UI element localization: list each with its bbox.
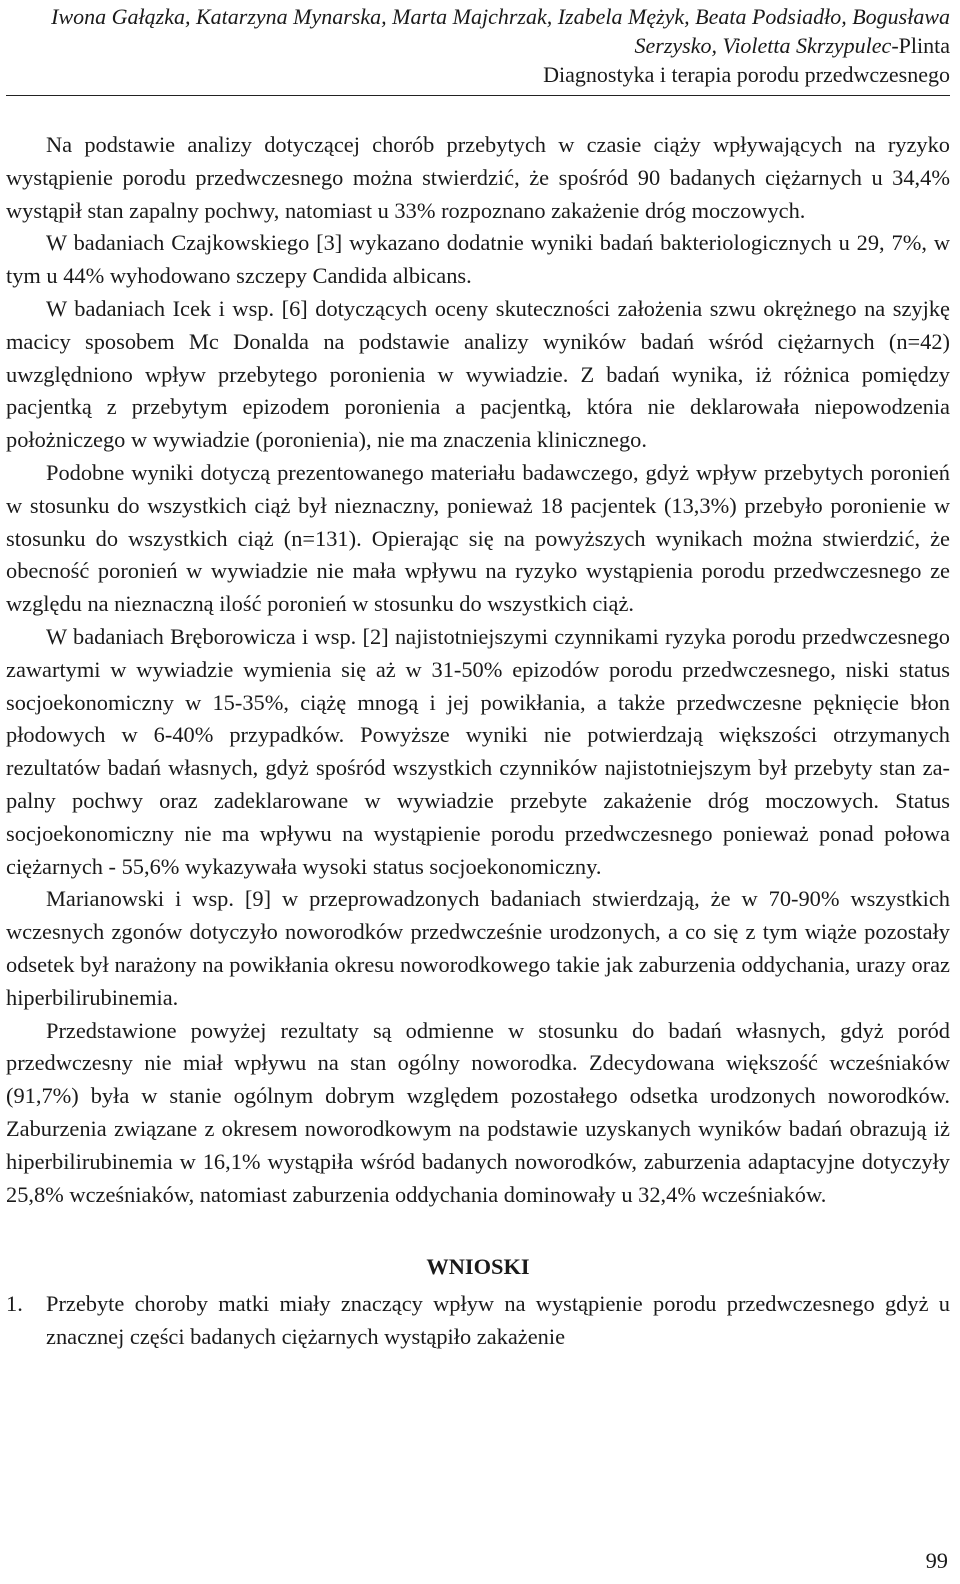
page-number: 99 xyxy=(925,1548,948,1573)
authors-suffix: -Plinta xyxy=(891,33,950,58)
header-divider xyxy=(6,95,950,96)
list-item-number: 1. xyxy=(6,1291,23,1317)
authors: Iwona Gałązka, Katarzyna Mynarska, Marta Majchrzak, Izabela Mężyk, Beata Podsiadło, Bogusława Serzysko, Violetta Skrzypulec xyxy=(51,4,950,58)
running-header xyxy=(6,0,950,89)
body-text xyxy=(6,129,950,1211)
authors-line xyxy=(6,2,950,60)
list-item-text: Przebyte choroby matki miały znaczący wpływ na wystąpienie porodu przedwczesnego gdyż u znacznej części badanych ciężarnych wystąpiło zakażenie xyxy=(46,1291,950,1349)
paragraph: W badaniach Czajkowskiego [3] wykazano dodatnie wyniki badań bakteriologicznych u 29, 7%, w tym u 44% wyhodowano szczepy Candida albicans. xyxy=(6,230,950,289)
paragraph: W badaniach Bręborowicza i wsp. [2] najistotniejszymi czynnikami ryzyka porodu przedwczesnego zawartymi w wywiadzie wymienia się aż w 31-50% epizodów porodu przedwczesnego, niski status socjoekonomiczny w 15-35%, ciążę mnogą i jej powikłania, a także przedwczesne pęknięcie błon płodowych w 6-40% przypadków. Powyższe wyniki nie potwierdzają większości otrzymanych rezultatów badań własnych, gdyż spośród wszystkich czynników najistotniejszym był przebyty stan zapalny pochwy oraz zadeklarowane w wywiadzie przebyte zakażenie dróg moczowych. Status socjoekonomiczny nie ma wpływu na wystąpienie porodu przedwczesnego ponieważ ponad połowa ciężarnych - 55,6% wykazywała wysoki status socjoekonomiczny. xyxy=(6,623,950,879)
paragraph: Przedstawione powyżej rezultaty są odmienne w stosunku do badań własnych, gdyż poród przedwczesny nie miał wpływu na stan ogólny noworodka. Zdecydowana większość wcześniaków (91,7%) była w stanie ogólnym dobrym względem pozostałego odsetka urodzonych noworodków. Zaburzenia związane z okresem noworodkowym na podstawie uzyskanych wyników badań obrazują iż hiperbilirubinemia w 16,1% wystąpiła wśród badanych noworodków, zaburzenia adaptacyjne dotyczyły 25,8% wcześniaków, natomiast zaburzenia oddychania dominowały u 32,4% wcześniaków. xyxy=(6,1017,950,1207)
paragraph: W badaniach Icek i wsp. [6] dotyczących oceny skuteczności założenia szwu okrężnego na szyjkę macicy sposobem Mc Donalda na podstawie analizy wyników badań wśród ciężarnych (n=42) uwzględniono wpływ przebytego poronienia w wywiadzie. Z badań wynika, iż różnica pomiędzy pacjentką z przebytym epizodem poronienia a pacjentką, która nie deklarowała niepowodzenia położniczego w wywiadzie (poronienia), nie ma znaczenia klinicznego. xyxy=(6,295,950,453)
conclusions-list xyxy=(6,1288,950,1354)
paragraph: Podobne wyniki dotyczą prezentowanego materiału badawczego, gdyż wpływ przebytych poronień w stosunku do wszystkich ciąż był nieznaczny, ponieważ 18 pacjentek (13,3%) przebyło poronienie w stosunku do wszystkich ciąż (n=131). Opierając się na powyższych wynikach można stwierdzić, że obecność poronień w wywiadzie nie mała wpływu na ryzyko wystąpienia porodu przedwczesnego ze względu na nieznaczną ilość poronień w stosunku do wszystkich ciąż. xyxy=(6,459,950,617)
section-heading-conclusions: WNIOSKI xyxy=(426,1254,530,1280)
running-title: Diagnostyka i terapia porodu przedwczesnego xyxy=(543,62,950,87)
page xyxy=(6,0,950,1354)
list-item xyxy=(6,1288,950,1354)
paragraph: Marianowski i wsp. [9] w przeprowadzonych badaniach stwierdzają, że w 70-90% wszystkich wczesnych zgonów dotyczyło noworodków przedwcześnie urodzonych, a co się z tym wiąże pozostały odsetek był narażony na powikłania okresu noworodkowego takie jak zaburzenia oddychania, urazy oraz hiperbilirubinemia. xyxy=(6,886,950,1010)
paragraph: Na podstawie analizy dotyczącej chorób przebytych w czasie ciąży wpływających na ryzyko wystąpienie porodu przedwczesnego można stwierdzić, że spośród 90 badanych ciężarnych u 34,4% wystąpił stan zapalny pochwy, natomiast u 33% rozpoznano zakażenie dróg moczowych. xyxy=(6,132,950,223)
